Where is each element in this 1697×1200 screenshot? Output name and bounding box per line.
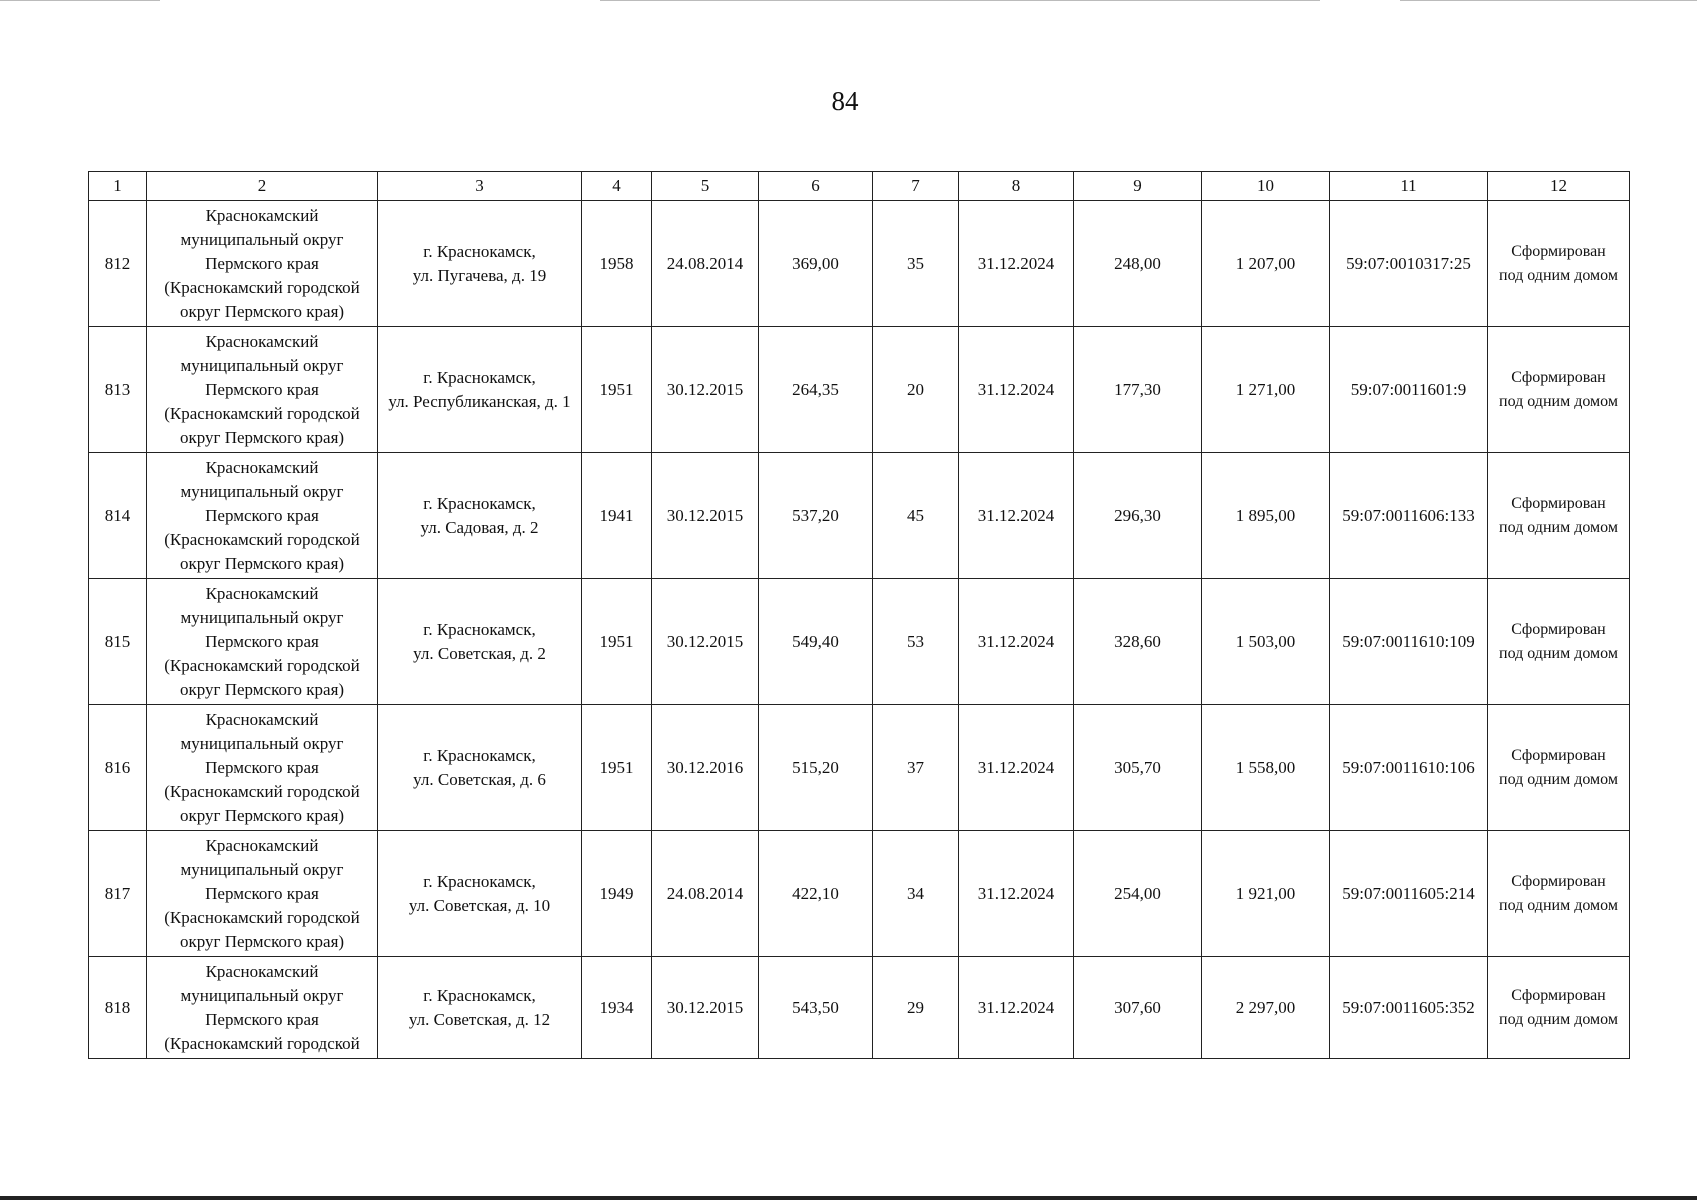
address-cell [378, 579, 582, 705]
table-header-row [89, 172, 1630, 201]
date-cell: 24.08.2014 [652, 831, 759, 957]
column-number-9: 9 [1074, 172, 1202, 201]
year-cell: 1934 [582, 957, 652, 1059]
status-cell-line: Сформирован [1511, 494, 1606, 512]
deadline-cell: 31.12.2024 [959, 705, 1074, 831]
residents-cell: 20 [873, 327, 959, 453]
year-cell: 1951 [582, 579, 652, 705]
cadastral-number-cell: 59:07:0011605:352 [1330, 957, 1488, 1059]
status-cell-line: под одним домом [1499, 392, 1618, 410]
owner-cell-line: Краснокамский [205, 709, 319, 729]
table-row [89, 579, 1630, 705]
owner-cell-line: муниципальный округ [180, 859, 344, 879]
address-cell-line: г. Краснокамск, [423, 871, 536, 891]
address-cell [378, 705, 582, 831]
deadline-cell: 31.12.2024 [959, 327, 1074, 453]
area-cell: 264,35 [759, 327, 873, 453]
owner-cell-line: округ Пермского края) [179, 931, 345, 951]
area2-cell: 254,00 [1074, 831, 1202, 957]
area2-cell: 248,00 [1074, 201, 1202, 327]
owner-cell-line: округ Пермского края) [179, 427, 345, 447]
status-cell [1488, 201, 1630, 327]
address-cell-line: ул. Республиканская, д. 1 [388, 391, 571, 411]
address-cell-line: г. Краснокамск, [423, 241, 536, 261]
scan-edge-top-left [0, 0, 160, 1]
area-cell: 369,00 [759, 201, 873, 327]
cadastral-number-cell: 59:07:0011601:9 [1330, 327, 1488, 453]
date-cell: 30.12.2015 [652, 957, 759, 1059]
owner-cell-line: Пермского края [205, 631, 319, 651]
owner-cell-line: Пермского края [205, 505, 319, 525]
date-cell: 30.12.2015 [652, 579, 759, 705]
owner-cell-line: Пермского края [205, 883, 319, 903]
residents-cell: 37 [873, 705, 959, 831]
area2-cell: 177,30 [1074, 327, 1202, 453]
owner-cell-line: (Краснокамский городской [164, 781, 360, 801]
area2-cell: 296,30 [1074, 453, 1202, 579]
owner-cell-line: Краснокамский [205, 583, 319, 603]
owner-cell-line: Краснокамский [205, 205, 319, 225]
area-cell: 537,20 [759, 453, 873, 579]
address-cell-line: ул. Советская, д. 2 [413, 643, 546, 663]
column-number-2: 2 [147, 172, 378, 201]
status-cell-line: под одним домом [1499, 518, 1618, 536]
deadline-cell: 31.12.2024 [959, 831, 1074, 957]
cadastral-number-cell: 59:07:0011610:109 [1330, 579, 1488, 705]
scan-edge-top-right [1400, 0, 1697, 1]
owner-cell-line: Краснокамский [205, 835, 319, 855]
column-number-8: 8 [959, 172, 1074, 201]
owner-cell-line: (Краснокамский городской [164, 907, 360, 927]
owner-cell-line: Пермского края [205, 379, 319, 399]
address-cell-line: ул. Садовая, д. 2 [420, 517, 539, 537]
address-cell-line: г. Краснокамск, [423, 619, 536, 639]
land-area-cell: 1 895,00 [1202, 453, 1330, 579]
owner-cell-line: (Краснокамский городской [164, 655, 360, 675]
status-cell-line: под одним домом [1499, 644, 1618, 662]
date-cell: 30.12.2016 [652, 705, 759, 831]
table-row [89, 705, 1630, 831]
land-area-cell: 1 271,00 [1202, 327, 1330, 453]
status-cell [1488, 579, 1630, 705]
row-number: 818 [89, 957, 147, 1059]
status-cell-line: Сформирован [1511, 872, 1606, 890]
area-cell: 549,40 [759, 579, 873, 705]
status-cell [1488, 957, 1630, 1059]
cadastral-number-cell: 59:07:0011610:106 [1330, 705, 1488, 831]
owner-cell-line: (Краснокамский городской [164, 1033, 360, 1053]
address-cell-line: г. Краснокамск, [423, 493, 536, 513]
table-row [89, 201, 1630, 327]
area-cell: 422,10 [759, 831, 873, 957]
owner-cell-line: округ Пермского края) [179, 805, 345, 825]
residents-cell: 45 [873, 453, 959, 579]
status-cell-line: Сформирован [1511, 986, 1606, 1004]
residents-cell: 29 [873, 957, 959, 1059]
area2-cell: 328,60 [1074, 579, 1202, 705]
column-number-11: 11 [1330, 172, 1488, 201]
column-number-1: 1 [89, 172, 147, 201]
row-number: 813 [89, 327, 147, 453]
status-cell [1488, 453, 1630, 579]
row-number: 817 [89, 831, 147, 957]
owner-cell-line: округ Пермского края) [179, 301, 345, 321]
status-cell [1488, 705, 1630, 831]
status-cell [1488, 327, 1630, 453]
status-cell-line: Сформирован [1511, 620, 1606, 638]
cadastral-number-cell: 59:07:0011606:133 [1330, 453, 1488, 579]
address-cell-line: ул. Советская, д. 12 [408, 1009, 551, 1029]
address-cell [378, 453, 582, 579]
area2-cell: 305,70 [1074, 705, 1202, 831]
owner-cell [147, 453, 378, 579]
column-number-7: 7 [873, 172, 959, 201]
land-area-cell: 1 558,00 [1202, 705, 1330, 831]
land-area-cell: 1 207,00 [1202, 201, 1330, 327]
land-area-cell: 1 921,00 [1202, 831, 1330, 957]
address-cell-line: г. Краснокамск, [423, 985, 536, 1005]
land-area-cell: 2 297,00 [1202, 957, 1330, 1059]
date-cell: 24.08.2014 [652, 201, 759, 327]
address-cell-line: г. Краснокамск, [423, 745, 536, 765]
status-cell-line: Сформирован [1511, 746, 1606, 764]
area2-cell: 307,60 [1074, 957, 1202, 1059]
page-number: 84 [831, 86, 859, 116]
status-cell-line: под одним домом [1499, 266, 1618, 284]
status-cell-line: под одним домом [1499, 896, 1618, 914]
address-cell-line: ул. Советская, д. 6 [413, 769, 546, 789]
owner-cell-line: муниципальный округ [180, 607, 344, 627]
owner-cell-line: (Краснокамский городской [164, 529, 360, 549]
owner-cell-line: (Краснокамский городской [164, 403, 360, 423]
status-cell-line: под одним домом [1499, 770, 1618, 788]
owner-cell-line: муниципальный округ [180, 733, 344, 753]
column-number-4: 4 [582, 172, 652, 201]
address-cell [378, 201, 582, 327]
owner-cell-line: Краснокамский [205, 961, 319, 981]
date-cell: 30.12.2015 [652, 453, 759, 579]
owner-cell [147, 201, 378, 327]
column-number-5: 5 [652, 172, 759, 201]
deadline-cell: 31.12.2024 [959, 201, 1074, 327]
column-number-10: 10 [1202, 172, 1330, 201]
row-number: 814 [89, 453, 147, 579]
status-cell-line: Сформирован [1511, 242, 1606, 260]
land-area-cell: 1 503,00 [1202, 579, 1330, 705]
status-cell-line: Сформирован [1511, 368, 1606, 386]
column-number-3: 3 [378, 172, 582, 201]
address-cell-line: г. Краснокамск, [423, 367, 536, 387]
column-number-6: 6 [759, 172, 873, 201]
table-row [89, 453, 1630, 579]
status-cell [1488, 831, 1630, 957]
address-cell-line: ул. Пугачева, д. 19 [412, 265, 547, 285]
owner-cell-line: муниципальный округ [180, 229, 344, 249]
table-row [89, 327, 1630, 453]
year-cell: 1949 [582, 831, 652, 957]
area-cell: 515,20 [759, 705, 873, 831]
year-cell: 1958 [582, 201, 652, 327]
area-cell: 543,50 [759, 957, 873, 1059]
table-row [89, 831, 1630, 957]
residents-cell: 34 [873, 831, 959, 957]
owner-cell-line: округ Пермского края) [179, 553, 345, 573]
owner-cell-line: муниципальный округ [180, 481, 344, 501]
owner-cell-line: Пермского края [205, 1009, 319, 1029]
address-cell [378, 957, 582, 1059]
row-number: 812 [89, 201, 147, 327]
scan-edge-top-center [600, 0, 1320, 1]
owner-cell-line: Краснокамский [205, 457, 319, 477]
owner-cell-line: округ Пермского края) [179, 679, 345, 699]
owner-cell [147, 705, 378, 831]
deadline-cell: 31.12.2024 [959, 957, 1074, 1059]
owner-cell-line: (Краснокамский городской [164, 277, 360, 297]
column-number-12: 12 [1488, 172, 1630, 201]
owner-cell [147, 327, 378, 453]
owner-cell-line: муниципальный округ [180, 985, 344, 1005]
status-cell-line: под одним домом [1499, 1010, 1618, 1028]
residents-cell: 35 [873, 201, 959, 327]
cadastral-number-cell: 59:07:0011605:214 [1330, 831, 1488, 957]
deadline-cell: 31.12.2024 [959, 579, 1074, 705]
registry-table [88, 171, 1630, 1059]
owner-cell-line: муниципальный округ [180, 355, 344, 375]
owner-cell [147, 831, 378, 957]
owner-cell-line: Пермского края [205, 253, 319, 273]
address-cell-line: ул. Советская, д. 10 [408, 895, 551, 915]
address-cell [378, 831, 582, 957]
year-cell: 1951 [582, 705, 652, 831]
owner-cell-line: Пермского края [205, 757, 319, 777]
scan-edge-bottom [0, 1196, 1697, 1200]
residents-cell: 53 [873, 579, 959, 705]
row-number: 816 [89, 705, 147, 831]
year-cell: 1941 [582, 453, 652, 579]
owner-cell-line: Краснокамский [205, 331, 319, 351]
row-number: 815 [89, 579, 147, 705]
cadastral-number-cell: 59:07:0010317:25 [1330, 201, 1488, 327]
owner-cell [147, 957, 378, 1059]
date-cell: 30.12.2015 [652, 327, 759, 453]
year-cell: 1951 [582, 327, 652, 453]
table-row [89, 957, 1630, 1059]
address-cell [378, 327, 582, 453]
deadline-cell: 31.12.2024 [959, 453, 1074, 579]
owner-cell [147, 579, 378, 705]
